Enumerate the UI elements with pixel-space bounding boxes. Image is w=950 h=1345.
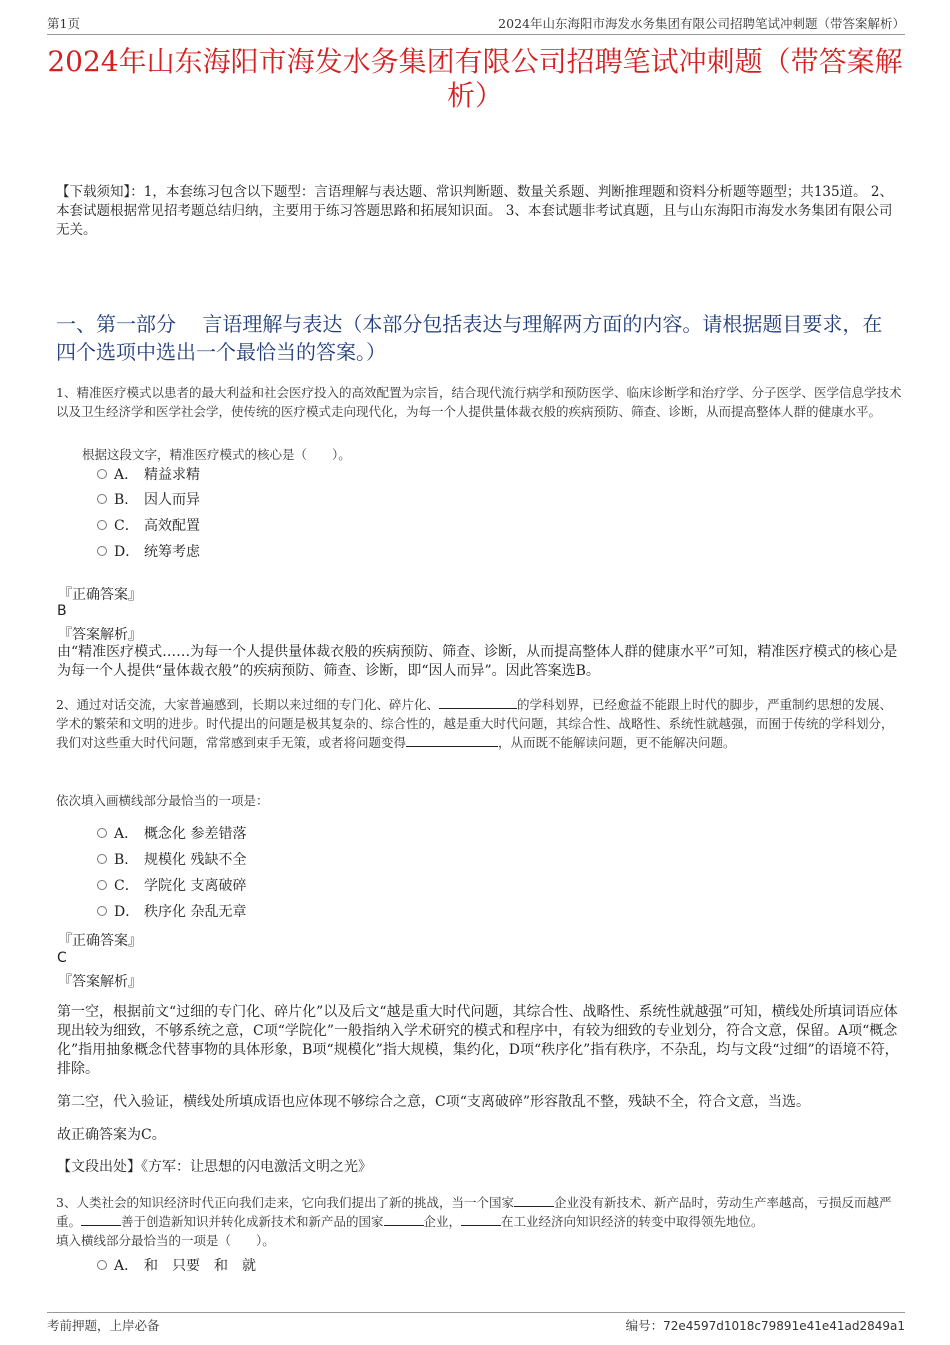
download-notice: 【下载须知】：1，本套练习包含以下题型：言语理解与表达题、常识判断题、数量关系题、判断推理题和资料分析题等题型；共135道。 2、本套试题根据常见招考题总结归纳，主要用于练习答题思路和拓展知识面。 3、本套试题非考试真题，且与山东海阳市海发水务集团有限公司无关。 xyxy=(56,184,893,238)
radio-icon[interactable] xyxy=(97,469,107,479)
radio-icon[interactable] xyxy=(97,520,107,530)
question-2-stem: 依次填入画横线部分最恰当的一项是： xyxy=(56,793,269,808)
q2-option-d[interactable]: D． 秩序化 杂乱无章 xyxy=(97,902,246,922)
fill-blank xyxy=(384,1213,424,1226)
footer-code: 编号：72e4597d1018c79891e41e41ad2849a1 xyxy=(625,1318,905,1333)
question-1-stem: 根据这段文字，精准医疗模式的核心是（ ）。 xyxy=(82,447,351,462)
radio-icon[interactable] xyxy=(97,828,107,838)
radio-icon[interactable] xyxy=(97,494,107,504)
q1-correct-answer-label: 『正确答案』 xyxy=(58,587,142,603)
fill-blank xyxy=(439,696,517,709)
radio-icon[interactable] xyxy=(97,880,107,890)
question-2-text: 2、通过对话交流，大家普遍感到，长期以来过细的专门化、碎片化、 的学科划界，已经愈益不能跟上时代的脚步，严重制约思想的发展、学术的繁荣和文明的进步。时代提出的问题是极其复杂的、综合性的，越是重大时代问题，其综合性、战略性、系统性就越强，而囿于传统的学科划分，我们对这些重大时代问题，常常感到束手无策，或者将问题变得 ，从而既不能解读问题，更不能解决问题。 xyxy=(56,697,894,750)
q1-option-c[interactable]: C． 高效配置 xyxy=(97,516,200,536)
radio-icon[interactable] xyxy=(97,906,107,916)
q1-analysis-label: 『答案解析』 xyxy=(58,627,142,643)
q2-analysis-p3: 故正确答案为C。 xyxy=(57,1127,166,1143)
question-3-stem: 填入横线部分最恰当的一项是（ ）。 xyxy=(56,1233,275,1248)
q3-option-a[interactable]: A． 和 只要 和 就 xyxy=(97,1256,256,1276)
q2-option-c[interactable]: C． 学院化 支离破碎 xyxy=(97,876,246,896)
q1-option-d[interactable]: D． 统筹考虑 xyxy=(97,542,200,562)
page-number: 第1页 xyxy=(47,16,80,31)
q1-option-b[interactable]: B． 因人而异 xyxy=(97,490,200,510)
q2-answer: C xyxy=(57,950,67,966)
section-title: 一、第一部分 言语理解与表达（本部分包括表达与理解两方面的内容。请根据题目要求，在四个选项中选出一个最恰当的答案。） xyxy=(56,312,883,364)
footer-slogan: 考前押题，上岸必备 xyxy=(47,1318,160,1333)
fill-blank xyxy=(81,1213,121,1226)
q2-correct-answer-label: 『正确答案』 xyxy=(58,933,142,949)
q2-option-b[interactable]: B． 规模化 残缺不全 xyxy=(97,850,246,870)
radio-icon[interactable] xyxy=(97,546,107,556)
q1-analysis: 由“精准医疗模式……为每一个人提供量体裁衣般的疾病预防、筛查、诊断，从而提高整体人群的健康水平”可知，精准医疗模式的核心是为每一个人提供“量体裁衣般”的疾病预防、筛查、诊断，即“因人而异”。因此答案选B。 xyxy=(57,644,898,679)
question-3-text: 3、人类社会的知识经济时代正向我们走来，它向我们提出了新的挑战，当一个国家 企业没有新技术、新产品时，劳动生产率越高，亏损反而越严重。 善于创造新知识并转化成新技术和新产品的国家 企业， 在工业经济向知识经济的转变中取得领先地位。 填入横线部分最恰当的一项是（ ）。 xyxy=(56,1195,892,1248)
q1-option-a[interactable]: A． 精益求精 xyxy=(97,465,200,485)
document-title: 2024年山东海阳市海发水务集团有限公司招聘笔试冲刺题（带答案解析） xyxy=(47,45,903,112)
q2-analysis-p1: 第一空，根据前文“过细的专门化、碎片化”以及后文“越是重大时代问题，其综合性、战略性、系统性就越强”可知，横线处所填词语应体现出较为细致，不够系统之意，C项“学院化”一般指纳入学术研究的模式和程序中，有较为细致的专业划分，符合文意，保留。A项“概念化”指用抽象概念代替事物的具体形象，B项“规模化”指大规模，集约化，D项“秩序化”指有秩序，不杂乱，均与文段“过细”的语境不符，排除。 xyxy=(57,1004,899,1077)
question-1-text: 1、精准医疗模式以患者的最大利益和社会医疗投入的高效配置为宗旨，结合现代流行病学和预防医学、临床诊断学和治疗学、分子医学、医学信息学技术以及卫生经济学和医学社会学，使传统的医疗模式走向现代化，为每一个人提供量体裁衣般的疾病预防、筛查、诊断，从而提高整体人群的健康水平。 xyxy=(56,385,902,419)
header-doc-title: 2024年山东海阳市海发水务集团有限公司招聘笔试冲刺题（带答案解析） xyxy=(498,16,905,31)
fill-blank xyxy=(406,734,498,747)
fill-blank xyxy=(461,1213,501,1226)
page-header xyxy=(47,14,905,35)
q2-option-a[interactable]: A． 概念化 参差错落 xyxy=(97,824,246,844)
radio-icon[interactable] xyxy=(97,854,107,864)
q2-analysis-label: 『答案解析』 xyxy=(58,974,142,990)
fill-blank xyxy=(514,1194,554,1207)
page-footer xyxy=(47,1312,905,1335)
q1-answer: B xyxy=(57,603,67,619)
q2-source: 【文段出处】《方军：让思想的闪电激活文明之光》 xyxy=(57,1159,372,1175)
radio-icon[interactable] xyxy=(97,1260,107,1270)
q2-analysis-p2: 第二空，代入验证，横线处所填成语也应体现不够综合之意，C项“支离破碎”形容散乱不整，残缺不全，符合文意，当选。 xyxy=(57,1094,811,1110)
